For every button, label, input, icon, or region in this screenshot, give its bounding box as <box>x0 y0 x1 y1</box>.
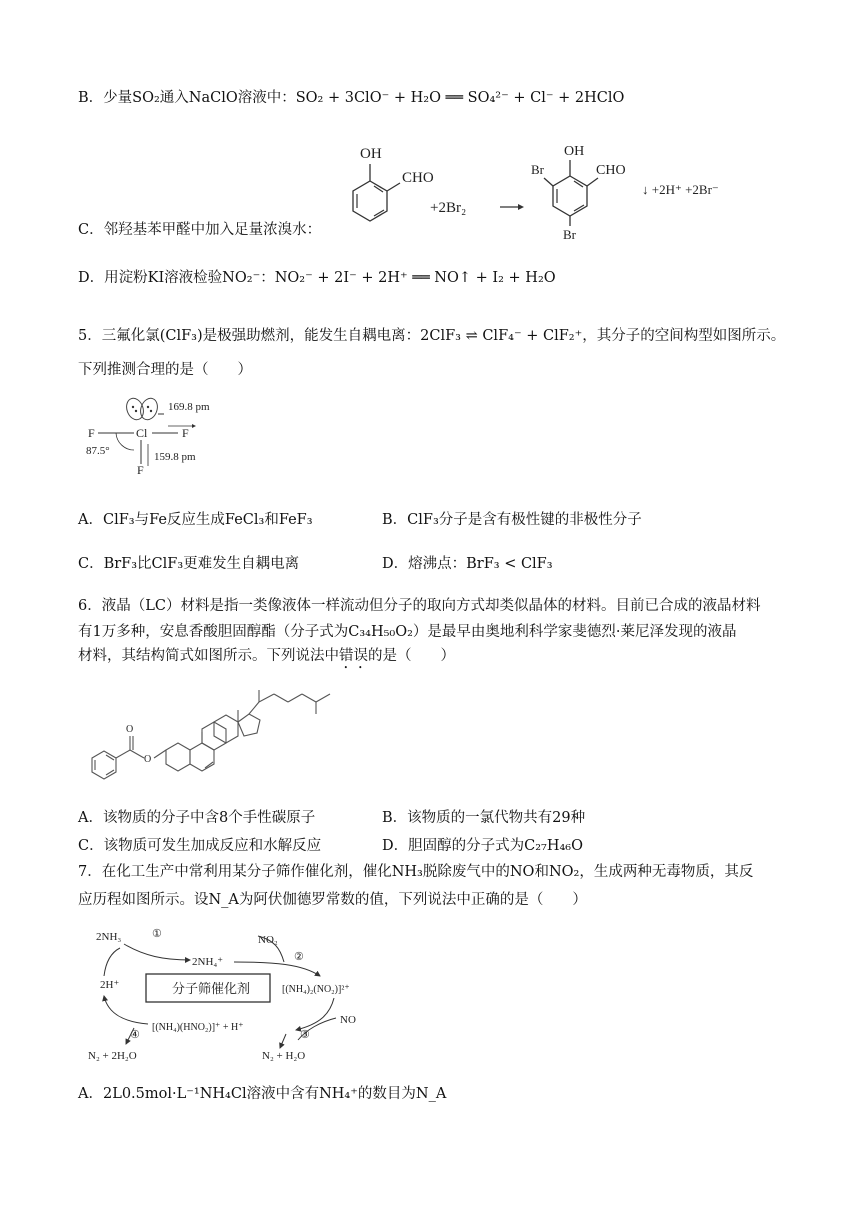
q5-option-a: A．ClF₃与Fe反应生成FeCl₃和FeF₃ <box>78 512 313 528</box>
q5-option-d: D．熔沸点：BrF₃ < ClF₃ <box>382 556 553 572</box>
label-products-3: N₂ + H₂O <box>262 1050 306 1062</box>
label-no2: NO₂ <box>258 934 278 946</box>
q7-stem-line2: 应历程如图所示。设N_A为阿伏伽德罗常数的值，下列说法中正确的是（ ） <box>78 892 587 908</box>
bond-length-1: 169.8 pm <box>168 401 210 413</box>
q6-option-a: A．该物质的分子中含8个手性碳原子 <box>78 810 316 826</box>
benzene-ring <box>92 751 116 779</box>
svg-text:O: O <box>126 724 134 735</box>
q7-stem-line1: 7．在化工生产中常利用某分子筛作催化剂，催化NH₃脱除废气中的NO和NO₂，生成两种无毒物质，其反 <box>78 864 754 880</box>
f-right: F <box>182 426 189 440</box>
bond-length-2: 159.8 pm <box>154 451 196 463</box>
product-oh: OH <box>564 144 585 159</box>
label-nh3: 2NH₃ <box>96 931 122 943</box>
f-left: F <box>88 426 95 440</box>
reactant-ring <box>353 181 387 221</box>
step-1: ① <box>152 928 162 940</box>
q5-clf3-structure <box>86 392 226 476</box>
q7-reaction-cycle <box>84 924 414 1066</box>
emphasis-wrong: 错误 <box>339 648 368 664</box>
product-br-1: Br <box>531 162 544 177</box>
label-complex2: [(NH₄)(HNO₂)]⁺ + H⁺ <box>152 1022 244 1033</box>
svg-text:O: O <box>144 754 152 765</box>
label-nh4: 2NH₄⁺ <box>192 956 224 968</box>
product-ring <box>553 176 587 216</box>
q5-stem-line2: 下列推测合理的是（ ） <box>78 362 252 378</box>
plus-br2: +2Br₂ <box>430 200 467 216</box>
q5-stem-line1: 5．三氟化氯(ClF₃)是极强助燃剂，能发生自耦电离：2ClF₃ ⇌ ClF₄⁻ + ClF₂⁺，其分子的空间构型如图所示。 <box>78 328 786 344</box>
byproducts: ↓ +2H⁺ +2Br⁻ <box>642 182 719 197</box>
label-complex1: [(NH₄)₂(NO₂)]²⁺ <box>282 984 350 995</box>
step-4: ④ <box>130 1029 140 1041</box>
product-cho: CHO <box>596 163 626 178</box>
q4-option-b: B．少量SO₂通入NaClO溶液中：SO₂ + 3ClO⁻ + H₂O ══ SO₄²⁻ + Cl⁻ + 2HClO <box>78 90 625 106</box>
reactant-cho: CHO <box>402 170 434 186</box>
q4-option-c-reaction <box>330 136 730 240</box>
q6-option-b: B．该物质的一氯代物共有29种 <box>382 810 586 826</box>
reactant-oh: OH <box>360 146 382 162</box>
label-2h: 2H⁺ <box>100 979 120 991</box>
step-2: ② <box>294 951 304 963</box>
product-br-3: Br <box>563 227 576 240</box>
q6-stem-line1: 6．液晶（LC）材料是指一类像液体一样流动但分子的取向方式却类似晶体的材料。目前已合成的液晶材料 <box>78 598 761 614</box>
q5-option-c: C．BrF₃比ClF₃更难发生自耦电离 <box>78 556 300 572</box>
q6-option-c: C．该物质可发生加成反应和水解反应 <box>78 838 322 854</box>
catalyst-label: 分子筛催化剂 <box>172 981 251 996</box>
step-3: ③ <box>300 1029 310 1041</box>
q6-option-d: D．胆固醇的分子式为C₂₇H₄₆O <box>382 838 584 854</box>
q7-option-a: A．2L0.5mol·L⁻¹NH₄Cl溶液中含有NH₄⁺的数目为N_A <box>78 1086 447 1102</box>
q4-option-c-label: C．邻羟基苯甲醛中加入足量浓溴水： <box>78 222 322 238</box>
f-bottom: F <box>137 463 144 476</box>
q6-cholesteryl-benzoate-structure <box>74 670 344 795</box>
q5-option-b: B．ClF₃分子是含有极性键的非极性分子 <box>382 512 642 528</box>
q6-stem-line3: 材料，其结构简式如图所示。下列说法中错误的是（ ） <box>78 648 455 664</box>
label-no: NO <box>340 1014 356 1026</box>
q6-stem-line2: 有1万多种，安息香酸胆固醇酯（分子式为C₃₄H₅₀O₂）是最早由奥地利科学家斐德烈·莱尼泽发现的液晶 <box>78 624 737 640</box>
cl-atom: Cl <box>136 426 148 440</box>
q4-option-d: D．用淀粉KI溶液检验NO₂⁻：NO₂⁻ + 2I⁻ + 2H⁺ ══ NO↑ + I₂ + H₂O <box>78 270 556 286</box>
bond-angle: 87.5° <box>86 445 110 457</box>
label-products-4: N₂ + 2H₂O <box>88 1050 137 1062</box>
